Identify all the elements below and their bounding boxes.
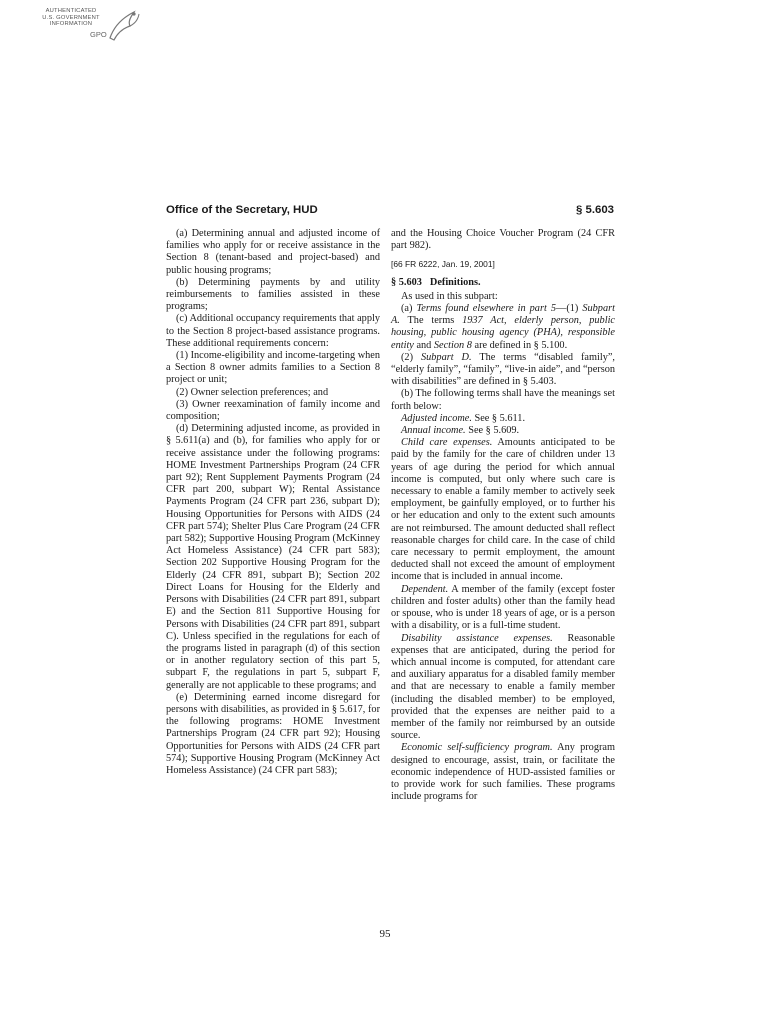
para-2-subpart: Subpart D. [420,351,472,363]
para-2-prefix: (2) [401,351,421,363]
definition [391,413,615,425]
paragraph: (d) Determining adjusted income, as provided in § 5.611(a) and (b), for families who apply for or receive assistance under the following programs: HOME Investment Partnerships Program (24 CFR part 92); Rent Supplement Payments Program (24 CFR part 200, subpart W); Rental Assistance Payments Program (24 CFR part 236, subpart D); Housing Opportunities for Persons with AIDS (24 CFR part 574); Shelter Plus Care Program (24 CFR part 582); Supportive Housing Program (McKinney Act Homeless Assistance) (24 CFR part 583); Section 202 Supportive Housing Program for the Elderly (24 CFR 891, subpart B); Section 202 Direct Loans for Housing for the Elderly and Persons with Disabilities (24 CFR part 891, subpart E) and the Section 811 Supportive Housing for Persons with Disabilities (24 CFR part 891, subpart C). Unless specified in the regulations for each of the programs listed in paragraph (d) of this section or in another regulatory section of this part 5, subpart F, the regulations in part 5, subpart F, generally are not applicable to these programs; and [166,423,380,691]
para-a-and: and [413,339,434,351]
paragraph: (b) Determining payments by and utility reimbursements to families assisted in these programs; [166,276,380,313]
seal-line-3: INFORMATION [49,21,93,28]
gpo-authentication-seal [30,8,142,52]
definition-term: Disability assistance expenses. [401,632,553,644]
definition [391,633,615,743]
section-number: § 5.603 [391,276,422,288]
seal-line-2: U.S. GOVERNMENT [42,14,100,21]
para-a-section8: Section 8 [433,339,472,351]
running-head-section: § 5.603 [575,204,614,216]
definition-term: Dependent. [401,583,449,595]
citation: [66 FR 6222, Jan. 19, 2001] [391,259,495,270]
definition [391,437,615,583]
definition-text: Reasonable expenses that are anticipated, during the period for which annual income is computed, for attendant care and auxiliary apparatus for a disabled family member and that are necessary to enable a family member (including the disabled member) to be employed, provided that the expenses are neither paid to a member of the family nor reimbursed by an outside source. [391,632,615,742]
definition-term: Economic self-sufficiency program. [401,742,553,754]
intro-paragraph: As used in this subpart: [401,290,498,302]
para-a-subpart: Subpart A. [391,303,615,327]
paragraph: (a) Determining annual and adjusted income of families who apply for or receive assistance in the Section 8 (tenant-based and project-based) and public housing programs; [166,228,380,276]
definition [391,584,615,633]
paragraph-a [391,303,615,352]
section-title: Definitions. [429,276,481,288]
para-2-text: The terms “disabled family”, “elderly family”, “family”, “live-in aide”, and “person with disabilities” are defined in § 5.403. [391,351,615,388]
paragraph-b: (b) The following terms shall have the meanings set forth below: [391,388,615,412]
seal-text [30,8,112,28]
definition-text: See § 5.609. [465,425,520,437]
seal-acronym: GPO [90,30,107,39]
paragraph: (2) Owner selection preferences; and [176,386,329,398]
para-a-prefix: (a) [401,303,417,315]
definition-term: Child care expenses. [401,437,493,449]
running-head-agency: Office of the Secretary, HUD [166,204,318,216]
running-head [166,204,614,220]
para-a-mid: —(1) [556,303,583,315]
para-a-terms: 1937 Act, elderly person, public housing, public housing agency (PHA), responsible entity [391,315,616,351]
paragraph-a2 [391,352,615,389]
definition-term: Adjusted income. [401,412,472,424]
definition [391,742,615,803]
para-a-text: The terms [399,315,463,327]
page-number: 95 [379,928,391,940]
paragraph: (e) Determining earned income disregard for persons with disabilities, as provided in § 5.617, for the following programs: HOME Investment Partnerships Program (24 CFR part 92); Housing Opportunities for Persons with AIDS (24 CFR part 574); Supportive Housing Program (McKinney Act Homeless Assistance) (24 CFR part 583); [166,691,380,776]
section-heading [391,277,615,289]
definition-term: Annual income. [401,425,466,437]
paragraph: (1) Income-eligibility and income-targeting when a Section 8 owner admits families to a Section 8 project or unit; [166,350,380,386]
para-a-term: Terms found elsewhere in part 5 [416,303,557,315]
paragraph: (c) Additional occupancy requirements that apply to the Section 8 project-based assistance programs. These additional requirements concern: [166,313,380,349]
definition-text: Amounts anticipated to be paid by the family for the care of children under 13 years of age during the period for which annual income is computed, but only where such care is necessary to enable a family member to actively seek employment, be gainfully employed, or to further his or her education and only to the extent such amounts are not reimbursed. The amount deducted shall reflect reasonable charges for child care. In the case of child care necessary to permit employment, the amount deducted shall not exceed the amount of employment income that is included in annual income. [391,437,615,583]
definition-text: A member of the family (except foster children and foster adults) other than the family head or spouse, who is under 18 years of age, or is a person with a disability, or is a full-time student. [391,583,615,632]
definition-text: See § 5.611. [471,412,526,424]
definition [391,425,615,437]
continuation-paragraph: and the Housing Choice Voucher Program (24 CFR part 982). [391,228,615,252]
definition-text: Any program designed to encourage, assist, train, or facilitate the economic independence of HUD-assisted families or to provide work for such families. These programs include programs for [391,742,615,803]
right-column [391,228,615,803]
para-a-text-end: are defined in § 5.100. [471,339,568,351]
left-column [166,228,380,777]
seal-line-1: AUTHENTICATED [45,8,97,14]
paragraph: (3) Owner reexamination of family income and composition; [166,398,380,423]
eagle-icon [104,8,142,48]
